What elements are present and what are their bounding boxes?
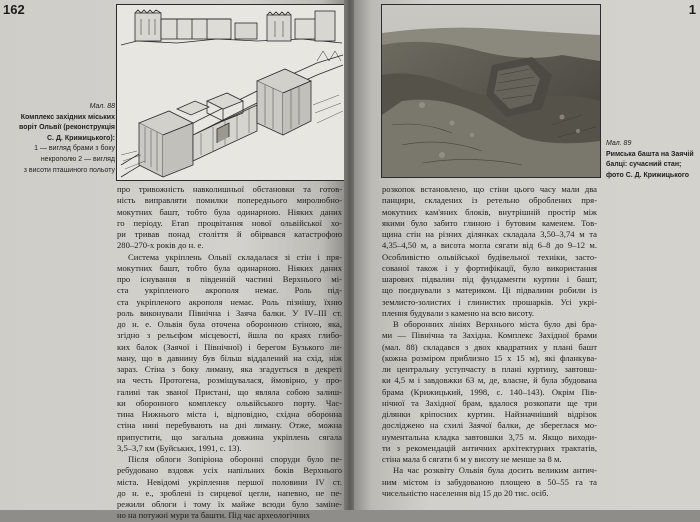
text-line: припустити, що загальна довжина укріплень сягала [117,431,342,442]
text-line: го періоду. Етап процвітання нової ольвійської хо- [117,217,342,228]
text-line: Особливістю ольвійської будівельної техніки, засто- [382,251,597,262]
right-page [354,0,700,510]
figure-89-label: Мал. 89 [606,140,632,147]
text-line: (кожна розміром приблизно 15 х 15 м), які фланкува- [382,352,597,363]
text-line: міста. Невідомі укріплення першої половини IV ст. [117,476,342,487]
text-line: сованої також і у фортифікації, було використання [382,262,597,273]
left-page [0,0,346,521]
text-line: стіна мала б сягати 6 м у висоту не менше за 8 м. [382,454,562,464]
text-line: ста укріпленого акрополя немає. Роль під- [117,285,342,296]
text-line: тина Нижнього міста і, відповідно, східна оборонна [117,409,342,419]
text-line: галині так званої Пристані, що являла собою залиш- [117,386,342,397]
paragraph [117,252,342,455]
text-line: роль виконували Північна і Заяча балки. У IV–III ст. [117,307,342,318]
figure-89-photo [381,4,601,178]
paragraph [117,184,342,252]
text-line: до н. е., зроблені із сирцевої цегли, напевно, не пе- [117,487,342,498]
text-line: ність виправляти помилки попереднього миролюбно- [117,195,342,206]
text-line: що поєднували з материком. Ці підвалини робили із [382,285,597,296]
left-text-column [117,184,342,522]
figure-88-caption [2,102,115,176]
text-line: ки оборонного комплексу ольвійського порту. Час- [117,397,342,408]
text-line: ним містом із забудованою площею в 50–55 га та [382,476,597,487]
text-line: режили облоги і тому їх майже всюди було заміне- [117,499,342,509]
figure-88-title-line: Комплекс західних міських [20,113,115,121]
text-line: зараз. Стіна з боку лиману, яка згадується в декреті [117,364,342,374]
figure-88-body-line: 1 — вигляд брами з боку [34,145,115,153]
text-line: (мал. 88) складався з двох квадратних у плані башт [382,341,597,352]
figure-88-body-line: некрополю 2 — вигляд [40,155,115,163]
text-line: шарових підвалин під фундаменти куртин і башт, [382,274,597,284]
text-line: мокутних башт, тобто була одинарною. Ніяких даних [117,206,342,217]
text-line: ману, що в давнину був більш віддалений на схід, ніж [117,352,342,363]
paragraph [382,319,597,465]
text-line: Система укріплень Ольвії складалася зі стін і пря- [128,251,342,262]
text-line: ребудовано вздовж усіх напільних боків Верхнього [117,465,342,476]
text-line: мокутних кам'яних блоків, внутрішній простір між [382,206,597,217]
text-line: про тривожність навколишньої обстановки та готов- [117,184,342,194]
text-line: щина стін на різних ділянках складала 3,50–3,74 м та [382,229,597,239]
text-line: панцири, складених із ретельно оброблених пря- [382,195,597,206]
text-line: 3,5–3,7 км (Буйських, 1991, с. 13). [117,442,242,453]
paragraph [117,454,342,522]
text-line: землисто-золистих і глинистих прошарків. Усі укрі- [382,296,597,307]
text-line: ста укріпленого акрополя немає. Роль пізнішу, їхню [117,296,342,307]
text-line: ділянки кріпосних куртин. Найзначніший відрізок [382,409,597,419]
figure-89-caption [606,139,698,181]
text-line: про існування в південній частині Верхнього мі- [117,274,342,284]
fortress-gate-drawing [117,5,346,180]
figure-88-title-line: воріт Ольвії (реконструкція [19,124,115,132]
right-text-column [382,184,597,499]
text-line: розкопок встановлено, що стіни цього часу мали два [382,184,597,194]
text-line: В оборонних лініях Верхнього міста було дві бра- [393,319,597,329]
text-line: ти з рекомендацій античних архітектурних трактатів, [382,442,597,453]
text-line: но на потужні мури та башти. Під час археологічних [117,510,311,521]
figure-89-title-line: фото С. Д. Крижицького [606,171,690,179]
text-line: ли центральну уступчасту в плані куртину, завтовш- [382,364,597,374]
text-line: ри тривав понад століття й обірвався катастрофою [117,229,342,239]
page-number-left: 162 [3,2,25,17]
figure-88-title-line: С. Д. Крижицького): [47,134,115,142]
text-line: нічної та Західної брам, вдалося розкопати ще три [382,397,597,408]
figure-88-body-line: з висоти пташиного польоту [23,166,115,174]
text-line: плення будували з каменю на всю висоту. [382,307,534,318]
text-line: на честь Протогена, розміщувалася, ймовірно, у про- [117,375,342,386]
text-line: ки 4,5 м і завдовжки 63 м, де, власне, й була збудована [382,375,597,386]
figure-89-title-line: балці: сучасний стан; [606,161,682,169]
text-line: 4,35–4,50 м, а висота могла сягати від 6–8 до 9–12 м. [382,240,597,251]
text-line: нументальна кладка завтовшки 3,75 м. Якщо виходи- [382,431,597,442]
paragraph [382,184,597,319]
text-line: чисельністю населення від 15 до 20 тис. осіб. [382,487,549,498]
figure-89-title-line: Римська башта на Заячій [606,150,694,158]
text-line: брама (Крижицький, 1998, с. 140–143). Окрім Пів- [382,386,597,397]
text-line: ми — Північна та Західна. Комплекс Західної брами [382,330,597,341]
text-line: до н. е. Ольвія була оточена оборонною стіною, яка, [117,319,342,329]
text-line: якими було забито глиною і бутовим каменем. Тов- [382,217,597,228]
figure-88-drawing [116,4,347,181]
text-line: На час розквіту Ольвія була досить великим антич- [393,465,597,476]
text-line: згідно з рельєфом місцевості, йшла по краях глибо- [117,330,342,341]
text-line: 280–270-х років до н. е. [117,240,204,251]
page-number-right: 1 [688,2,696,17]
figure-88-label: Мал. 88 [89,103,115,110]
roman-tower-photo [382,5,600,177]
text-line: досліджено на схилі Заячої балки, де збереглася мо- [382,420,597,431]
text-line: стіна нині перебувають на дні лиману. Отже, можна [117,420,342,431]
text-line: ких балок (Заячої і Північної) і берегом Бузького ли- [117,341,342,352]
text-line: мокутних башт, тобто була одинарною. Ніяких даних [117,262,342,273]
paragraph [382,465,597,499]
text-line: Після облоги Зопіріона оборонні споруди було пе- [128,454,342,464]
